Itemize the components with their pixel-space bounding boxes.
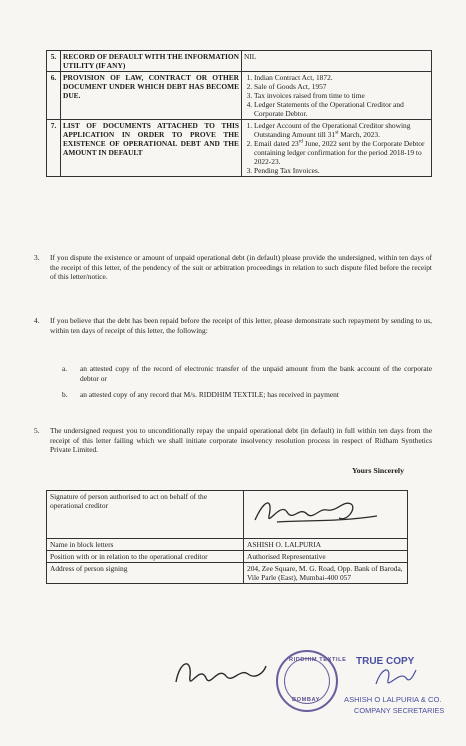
particulars-table — [46, 50, 432, 177]
row-label: Address of person signing — [47, 563, 244, 584]
row-number: 5. — [47, 51, 61, 72]
signature-table — [46, 490, 408, 584]
row-label: Name in block letters — [47, 539, 244, 551]
paragraph-demand: The undersigned request you to unconditionally repay the unpaid operational debt (in default) in full within ten days from the receipt of this letter failing which we shall initiate corporate insolvency resolution process in respect of Ridham Synthetics Private Limited. — [50, 426, 432, 455]
seal-top-text: RIDDHIM TEXTILE — [289, 657, 347, 663]
seal-bottom-text: BOMBAY — [292, 697, 320, 703]
para-number: 4. — [34, 316, 40, 325]
sub-item-b: an attested copy of any record that M/s. RIDDHIM TEXTILE; has received in payment — [80, 390, 339, 399]
row-value: 204, Zee Square, M. G. Road, Opp. Bank of Baroda, Vile Parle (East), Mumbai-400 057 — [244, 563, 408, 584]
row-label: Signature of person authorised to act on behalf of the operational creditor — [47, 491, 244, 539]
row-value: Authorised Representative — [244, 551, 408, 563]
list-item: 3. Pending Tax Invoices. — [254, 166, 429, 175]
table-row — [47, 491, 408, 539]
row-label: PROVISION OF LAW, CONTRACT OR OTHER DOCUMENT UNDER WHICH DEBT HAS BECOME DUE. — [61, 72, 242, 120]
list-item: 1. Indian Contract Act, 1872. — [254, 73, 429, 82]
row-label: LIST OF DOCUMENTS ATTACHED TO THIS APPLICATION IN ORDER TO PROVE THE EXISTENCE OF OPERATIONAL DEBT AND THE AMOUNT IN DEFAULT — [61, 120, 242, 177]
table-row — [47, 120, 432, 177]
row-label: RECORD OF DEFAULT WITH THE INFORMATION UTILITY (IF ANY) — [61, 51, 242, 72]
table-row — [47, 563, 408, 584]
signature-cell — [244, 491, 408, 539]
list-item: 3. Tax invoices raised from time to time — [254, 91, 429, 100]
row-value: NIL — [242, 51, 432, 72]
true-copy-stamp: TRUE COPY — [356, 656, 415, 667]
sub-item-number: a. — [62, 364, 68, 373]
table-row — [47, 72, 432, 120]
table-row — [47, 551, 408, 563]
table-row — [47, 539, 408, 551]
handwritten-signature — [170, 652, 270, 702]
signature-image — [247, 492, 397, 532]
list-item: 4. Ledger Statements of the Operational Creditor and Corporate Debtor. — [254, 100, 429, 118]
stamp-signature — [372, 662, 418, 694]
sub-item-number: b. — [62, 390, 68, 399]
firm-name-stamp: ASHISH O LALPURIA & CO. — [344, 695, 442, 704]
table-row — [47, 51, 432, 72]
row-number: 7. — [47, 120, 61, 177]
list-item: 1. Ledger Account of the Operational Creditor showing Outstanding Amount till 31st March, 2023. — [254, 121, 429, 139]
row-value — [242, 120, 432, 177]
paragraph-repayment: If you believe that the debt has been repaid before the receipt of this letter, please demonstrate such repayment by sending to us, within ten days of receipt of this letter, the following: — [50, 316, 432, 335]
paragraph-dispute: If you dispute the existence or amount of unpaid operational debt (in default) please provide the undersigned, within ten days of the receipt of this letter, of the pendency of the suit or arbitration proceedings in relation to such dispute filed before the receipt of this letter/notice. — [50, 253, 432, 282]
row-value: ASHISH O. LALPURIA — [244, 539, 408, 551]
para-number: 5. — [34, 426, 40, 435]
row-value — [242, 72, 432, 120]
firm-designation-stamp: COMPANY SECRETARIES — [354, 706, 445, 715]
sub-item-a: an attested copy of the record of electronic transfer of the unpaid amount from the bank account of the corporate debtor or — [80, 364, 432, 383]
list-item: 2. Sale of Goods Act, 1957 — [254, 82, 429, 91]
row-label: Position with or in relation to the operational creditor — [47, 551, 244, 563]
closing-salutation: Yours Sincerely — [351, 466, 404, 475]
row-number: 6. — [47, 72, 61, 120]
list-item: 2. Email dated 23rd June, 2022 sent by the Corporate Debtor containing ledger confirmation for the period 2018-19 to 2022-23. — [254, 139, 429, 166]
para-number: 3. — [34, 253, 40, 262]
